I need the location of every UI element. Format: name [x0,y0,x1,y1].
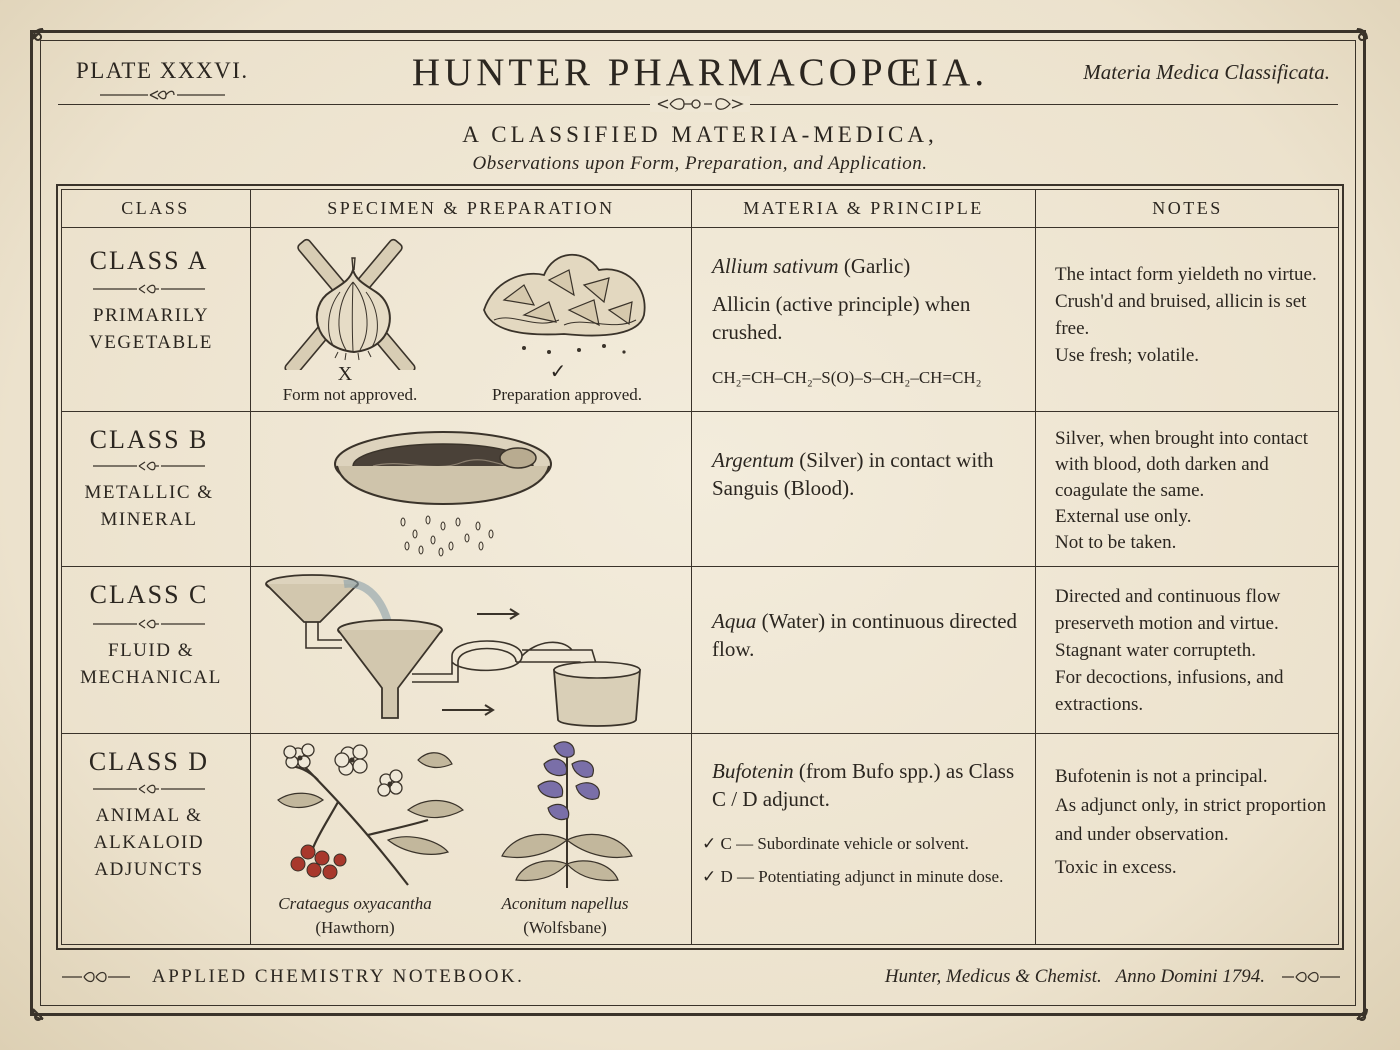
note-line: External use only. [1055,506,1192,527]
materia-c [712,607,1027,663]
hawthorn-latin-name: Crataegus oxyacantha [278,894,432,913]
class-d-sub-line: ANIMAL & [95,805,203,826]
note-line: Directed and continuous flow preserveth motion and virtue. [1055,586,1281,634]
notes-c [1055,583,1335,718]
flourish-ornament-icon [93,783,205,795]
footer-author-date: Hunter, Medicus & Chemist. Anno Domini 1794. [884,966,1265,987]
materia-d-description: (from Bufo spp.) as Class C / D adjunct. [712,759,1015,811]
column-header-class: CLASS [121,198,190,218]
column-header-materia: MATERIA & PRINCIPLE [743,198,984,218]
footer-notebook-label: APPLIED CHEMISTRY NOTEBOOK. [152,966,525,987]
flourish-ornament-icon [93,460,205,472]
column-header-notes: NOTES [1152,198,1223,218]
page-title: HUNTER PHARMACOPŒIA. [411,51,989,94]
class-c-sub-line: FLUID & [108,640,194,661]
approved-check-icon: ✓ [549,361,567,383]
subtitle: A CLASSIFIED MATERIA-MEDICA, [462,122,938,147]
class-d-sub-line: ADJUNCTS [94,859,204,880]
column-divider [250,189,251,945]
note-line: Silver, when brought into contact with blood, doth darken and coagulate the same. [1055,428,1309,501]
note-line: Bufotenin is not a principal. [1055,766,1268,787]
class-b-sub-line: METALLIC & [84,482,214,503]
note-line: Stagnant water corrupteth. [1055,640,1257,661]
flourish-ornament-icon [1280,968,1342,986]
notes-a [1055,261,1335,369]
note-line: Use fresh; volatile. [1055,345,1200,366]
title-right-italic: Materia Medica Classificata. [1083,60,1330,84]
materia-a-principle: Allicin (active principle) when crushed. [712,292,971,344]
materia-c-latin-name: Aqua [712,609,757,633]
caption-preparation-approved: Preparation approved. [491,385,643,404]
hawthorn-common-name: (Hawthorn) [315,918,395,937]
materia-c-description: (Water) in continuous directed flow. [712,609,1018,661]
flourish-ornament-icon [650,96,750,112]
note-line: Not to be taken. [1055,532,1177,553]
class-d-sub-line: ALKALOID [93,832,205,853]
materia-d-points [702,827,1027,893]
class-a-sub-line: PRIMARILY [92,305,210,326]
column-header-specimen: SPECIMEN & PREPARATION [327,198,615,218]
class-b-subtitle [55,479,243,533]
class-c-title: CLASS C [89,580,209,609]
allicin-formula: CH₂=CH–CH₂–S(O)–S–CH₂–CH=CH₂ [712,368,982,387]
subtitle-italic: Observations upon Form, Preparation, and Application. [472,153,928,174]
corner-ornament-icon [30,996,56,1022]
crushed-garlic-illustration [464,240,664,365]
class-c-subtitle [57,637,245,691]
wolfsbane-latin-name: Aconitum napellus [501,894,629,913]
class-d-subtitle [55,802,243,883]
class-c-sub-line: MECHANICAL [80,667,222,688]
corner-ornament-icon [30,26,56,52]
flourish-ornament-icon [100,88,225,102]
materia-a-latin-name: Allium sativum [712,254,839,278]
wolfsbane-plant-illustration [492,740,642,890]
note-line: Toxic in excess. [1055,857,1177,878]
materia-b-description: (Silver) in contact with Sanguis (Blood). [712,448,994,500]
corner-ornament-icon [1344,26,1370,52]
note-line: For decoctions, infusions, and extractions. [1055,667,1284,715]
hawthorn-branch-illustration [268,740,468,890]
corner-ornament-icon [1344,996,1370,1022]
materia-a-name-line [712,252,1027,280]
class-b-sub-line: MINERAL [100,509,198,530]
caption-form-not-approved: Form not approved. [282,385,418,404]
rejected-x-icon: X [337,363,353,385]
flourish-ornament-icon [93,618,205,630]
row-divider [61,411,1339,412]
notes-d [1055,762,1335,882]
note-line: As adjunct only, in strict proportion and under observation. [1055,795,1327,845]
materia-a [712,252,1027,392]
materia-b-latin-name: Argentum [712,448,795,472]
column-divider [691,189,692,945]
funnel-apparatus-illustration [262,570,662,730]
class-a-sub-line: VEGETABLE [89,332,213,353]
row-divider [61,227,1339,228]
materia-a-common-name: (Garlic) [843,254,911,278]
column-divider [1035,189,1036,945]
note-line: The intact form yieldeth no virtue. [1055,264,1317,285]
adjunct-point-d: ✓ D — Potentiating adjunct in minute dose. [702,867,1004,886]
note-line: Crush'd and bruised, allicin is set free. [1055,291,1307,339]
materia-b [712,446,1027,502]
flourish-ornament-icon [93,283,205,295]
notes-b [1055,426,1335,556]
wolfsbane-common-name: (Wolfsbane) [523,918,607,937]
materia-d-latin-name: Bufotenin [712,759,794,783]
adjunct-point-c: ✓ C — Subordinate vehicle or solvent. [702,834,969,853]
class-a-title: CLASS A [89,246,209,275]
class-a-subtitle [57,302,245,356]
row-divider [61,733,1339,734]
plate-number: PLATE XXXVI. [76,58,249,83]
materia-d [702,757,1027,893]
caption-wolfsbane [484,892,646,940]
caption-hawthorn [262,892,448,940]
flourish-ornament-icon [60,968,132,986]
class-b-title: CLASS B [89,425,209,454]
silver-dish-illustration [333,422,558,560]
garlic-bulb-crossed-illustration [268,230,438,370]
class-d-title: CLASS D [88,747,210,776]
row-divider [61,566,1339,567]
